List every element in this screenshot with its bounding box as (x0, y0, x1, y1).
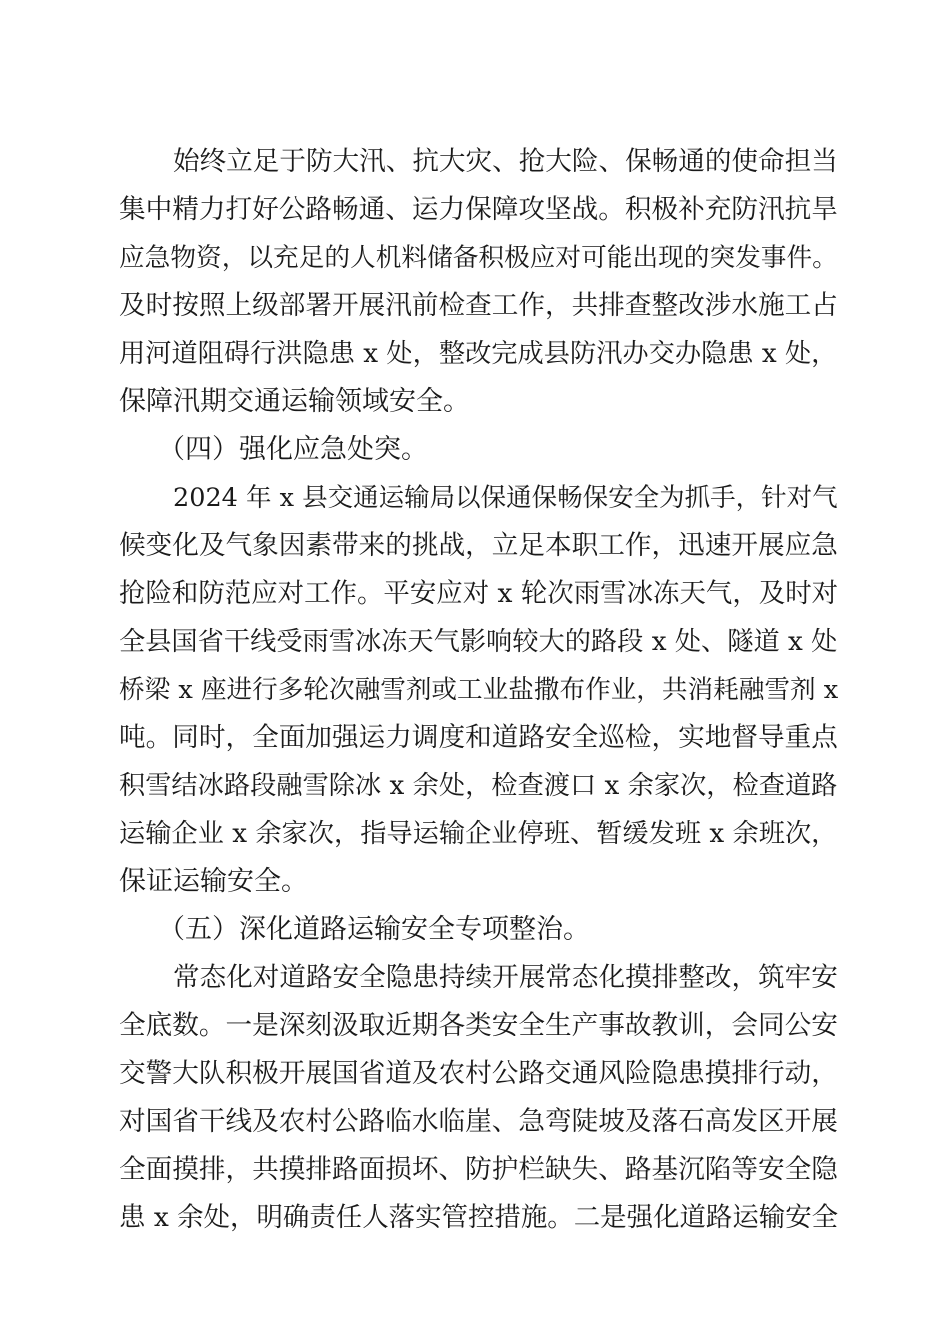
text-line: 应急物资，以充足的人机料储备积极应对可能出现的突发事件。 (119, 243, 838, 273)
text-line: 全县国省干线受雨雪冰冻天气影响较大的路段 x 处、隧道 x 处 (119, 627, 838, 657)
text-line: 积雪结冰路段融雪除冰 x 余处，检查渡口 x 余家次，检查道路 (119, 771, 838, 801)
text-line: 交警大队积极开展国省道及农村公路交通风险隐患摸排行动， (119, 1058, 838, 1089)
text-line: 全面摸排，共摸排路面损坏、防护栏缺失、路基沉陷等安全隐 (119, 1154, 838, 1185)
section-heading: （四）强化应急处突。 (158, 434, 428, 465)
text-line: 常态化对道路安全隐患持续开展常态化摸排整改，筑牢安 (173, 962, 838, 993)
text-line: 对国省干线及农村公路临水临崖、急弯陡坡及落石高发区开展 (119, 1106, 838, 1137)
text-line: 保障汛期交通运输领域安全。 (119, 386, 470, 417)
text-line: 患 x 余处，明确责任人落实管控措施。二是强化道路运输安全 (119, 1202, 839, 1233)
text-line: 抢险和防范应对工作。平安应对 x 轮次雨雪冰冻天气，及时对 (119, 578, 839, 609)
text-line: 吨。同时，全面加强运力调度和道路安全巡检，实地督导重点 (119, 722, 838, 753)
text-line: 始终立足于防大汛、抗大灾、抢大险、保畅通的使命担当 (173, 146, 838, 177)
text-line: 全底数。一是深刻汲取近期各类安全生产事故教训，会同公安 (119, 1010, 838, 1041)
text-line: 保证运输安全。 (119, 866, 308, 897)
text-line: 运输企业 x 余家次，指导运输企业停班、暂缓发班 x 余班次， (119, 819, 838, 849)
text-line: 桥梁 x 座进行多轮次融雪剂或工业盐撒布作业，共消耗融雪剂 x (119, 675, 839, 705)
text-line: 候变化及气象因素带来的挑战，立足本职工作，迅速开展应急 (119, 530, 838, 561)
text-line: 2024 年 x 县交通运输局以保通保畅保安全为抓手，针对气 (173, 483, 838, 513)
text-line: 用河道阻碍行洪隐患 x 处，整改完成县防汛办交办隐患 x 处， (119, 339, 838, 369)
text-line: 集中精力打好公路畅通、运力保障攻坚战。积极补充防汛抗旱 (119, 194, 838, 225)
section-heading: （五）深化道路运输安全专项整治。 (158, 914, 590, 945)
text-line: 及时按照上级部署开展汛前检查工作，共排查整改涉水施工占 (119, 290, 838, 321)
